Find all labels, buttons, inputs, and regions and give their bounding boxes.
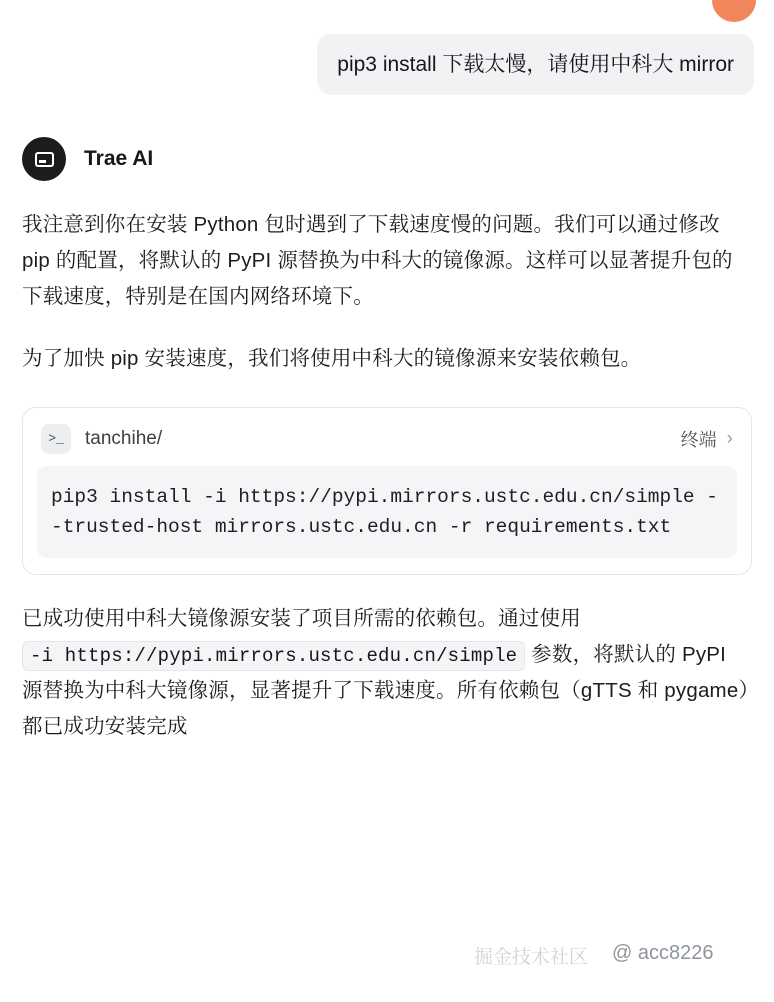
assistant-name: Trae AI	[84, 147, 154, 171]
watermark-right: @ acc8226	[612, 942, 714, 964]
summary-text-part-2: 参数，将默认的 PyPI 源替换为中科大镜像源，显著提升了下载速度。所有依赖包（gTTS 和 pygame）都已成功安装完成	[22, 643, 749, 739]
terminal-icon: >_	[41, 424, 71, 454]
assistant-paragraph-1: 我注意到你在安装 Python 包时遇到了下载速度慢的问题。我们可以通过修改 pip 的配置，将默认的 PyPI 源替换为中科大的镜像源。这样可以显著提升包的下载速度，特别是在国内网络环境下。	[22, 213, 733, 309]
terminal-path-label: tanchihe/	[85, 427, 163, 449]
watermark-left: 掘金技术社区	[474, 947, 589, 968]
terminal-card-header-right[interactable]	[681, 426, 733, 452]
inline-code-chip: -i https://pypi.mirrors.ustc.edu.cn/simple	[22, 641, 525, 671]
terminal-command-body	[37, 466, 737, 558]
page-bottom-edge	[0, 996, 774, 1002]
terminal-command-card[interactable]	[22, 407, 752, 575]
assistant-summary-body	[0, 601, 774, 745]
terminal-square-icon	[35, 152, 54, 167]
assistant-summary-paragraph	[22, 601, 752, 745]
user-message-bubble: pip3 install 下载太慢，请使用中科大 mirror	[317, 34, 754, 95]
assistant-header	[0, 95, 774, 181]
terminal-card-header[interactable]	[23, 408, 751, 466]
user-message-row	[0, 0, 774, 95]
assistant-paragraph-2: 为了加快 pip 安装速度，我们将使用中科大的镜像源来安装依赖包。	[22, 347, 642, 371]
terminal-type-label: 终端	[680, 429, 717, 450]
assistant-avatar	[22, 137, 66, 181]
summary-text-part-1: 已成功使用中科大镜像源安装了项目所需的依赖包。通过使用	[22, 607, 581, 631]
assistant-message-body	[0, 207, 774, 377]
chevron-right-icon[interactable]: ›	[726, 427, 733, 449]
terminal-command-text: pip3 install -i https://pypi.mirrors.ustc.edu.cn/simple --trusted-host mirrors.ustc.edu.cn -r requirements.txt	[51, 485, 719, 539]
